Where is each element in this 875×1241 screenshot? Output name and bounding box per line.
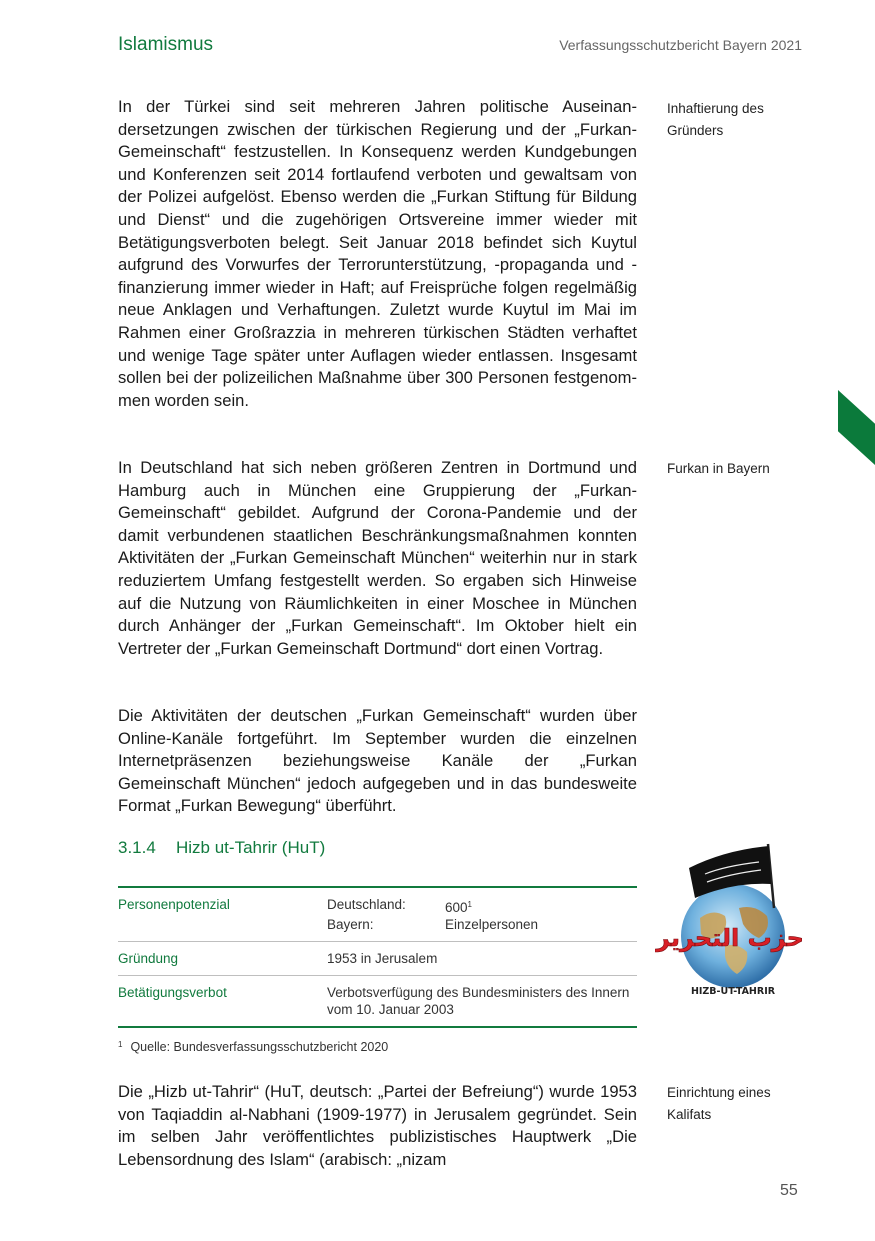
chapter-title: Islamismus [118,34,214,55]
logo-caption: HIZB-UT-TAHRIR [690,986,776,997]
margin-note-caliphate: Einrichtung eines Kalifats [667,1085,771,1122]
logo-arabic-text: حزب التحرير [656,924,804,952]
margin-note-founder-arrest: Inhaftierung des Gründers [667,101,764,138]
germany-label: Deutschland: [327,897,406,912]
section-heading [118,838,325,858]
footnote-mark: 1 [118,1040,123,1049]
footnote-text: Quelle: Bundesverfassungsschutzbericht 2020 [130,1040,389,1054]
table-row [118,941,637,975]
chapter-tab-marker [838,390,875,465]
page-number: 55 [780,1182,798,1199]
row-label-gruendung: Gründung [118,951,179,966]
row-label-betaetigungsverbot: Betätigungsverbot [118,985,227,1000]
table-row [118,975,637,1026]
ban-value: Verbotsverfügung des Bundesministers des Innern vom 10. Januar 2003 [327,985,630,1017]
paragraph-online-activities: Die Aktivitäten der deutschen „Furkan Gemeinschaft“ wurden über Online-Kanäle fortgeführt. Im September wurden die einzelnen Internetpräsenzen beziehungsweise Kanäle der „Furkan Gemeinschaft München“ jedoch aufgegeben und in das bundesweite Format „Furkan Bewegung“ überführt. [118,706,637,816]
section-title: Hizb ut-Tahrir (HuT) [176,838,326,857]
table-row [118,888,637,941]
paragraph-hut-founding: Die „Hizb ut-Tahrir“ (HuT, deutsch: „Partei der Befreiung“) wurde 1953 von Taqiaddin al-Nabhani (1909-1977) in Jerusalem gegründet. Sein im selben Jahr veröffentlichtes publizistisches Hauptwerk „Die Lebensordnung des Islam“ (arabisch: „nizam [118,1082,637,1169]
founding-value: 1953 in Jerusalem [327,951,438,966]
row-label-personenpotenzial: Personenpotenzial [118,897,230,912]
section-number: 3.1.4 [118,838,156,857]
paragraph-turkey-conflict: In der Türkei sind seit mehreren Jahren politische Auseinandersetzungen zwischen der türkischen Regierung und der „Furkan-Gemeinschaft“ festzustellen. In Konsequenz werden Kundgebungen und Konferenzen seit 2014 fortlaufend verboten und gewaltsam von der Polizei aufgelöst. Ebenso werden die „Furkan Stiftung für Bildung und Dienst“ und die zugehörigen Ortsvereine immer wieder mit Betätigungsverboten belegt. Seit Januar 2018 befindet sich Kuytul aufgrund des Vorwurfes der Terrorunterstützung, -propaganda und -finanzierung immer wieder in Haft; auf Freisprüche folgen regelmäßig neue Anklagen und Verhaftungen. Zuletzt wurde Kuytul im Mai im Rahmen einer Großrazzia in mehreren türkischen Städten verhaftet und wenige Tage später unter Auflagen wieder entlassen. Insgesamt sollen bei der polizeilichen Maßnahme über 300 Personen festgenommen worden sein. [118,97,637,410]
germany-value: 600 [445,900,468,915]
hizb-ut-tahrir-logo [655,838,805,998]
organization-info-table [118,886,637,1028]
margin-note-furkan-bavaria: Furkan in Bayern [667,461,770,476]
paragraph-furkan-germany: In Deutschland hat sich neben größeren Zentren in Dortmund und Hamburg auch in München eine Gruppierung der „Furkan-Gemeinschaft“ gebildet. Aufgrund der Corona-Pandemie und der damit verbundenen staatlichen Beschränkungsmaßnahmen konnten Aktivitäten der „Furkan Gemeinschaft München“ weiterhin nur in stark reduziertem Umfang festgestellt werden. So ergaben sich Hinweise auf die Nutzung von Räumlichkeiten in einer Moschee in München durch Anhänger der „Furkan Gemeinschaft“. Im Oktober hielt ein Vertreter der „Furkan Gemeinschaft Dortmund“ dort einen Vortrag. [118,458,637,658]
bavaria-value: Einzelpersonen [445,917,539,932]
report-title: Verfassungsschutzbericht Bayern 2021 [559,37,802,53]
bavaria-label: Bayern: [327,917,374,932]
footnote [118,1040,388,1054]
footnote-ref: 1 [467,900,472,909]
